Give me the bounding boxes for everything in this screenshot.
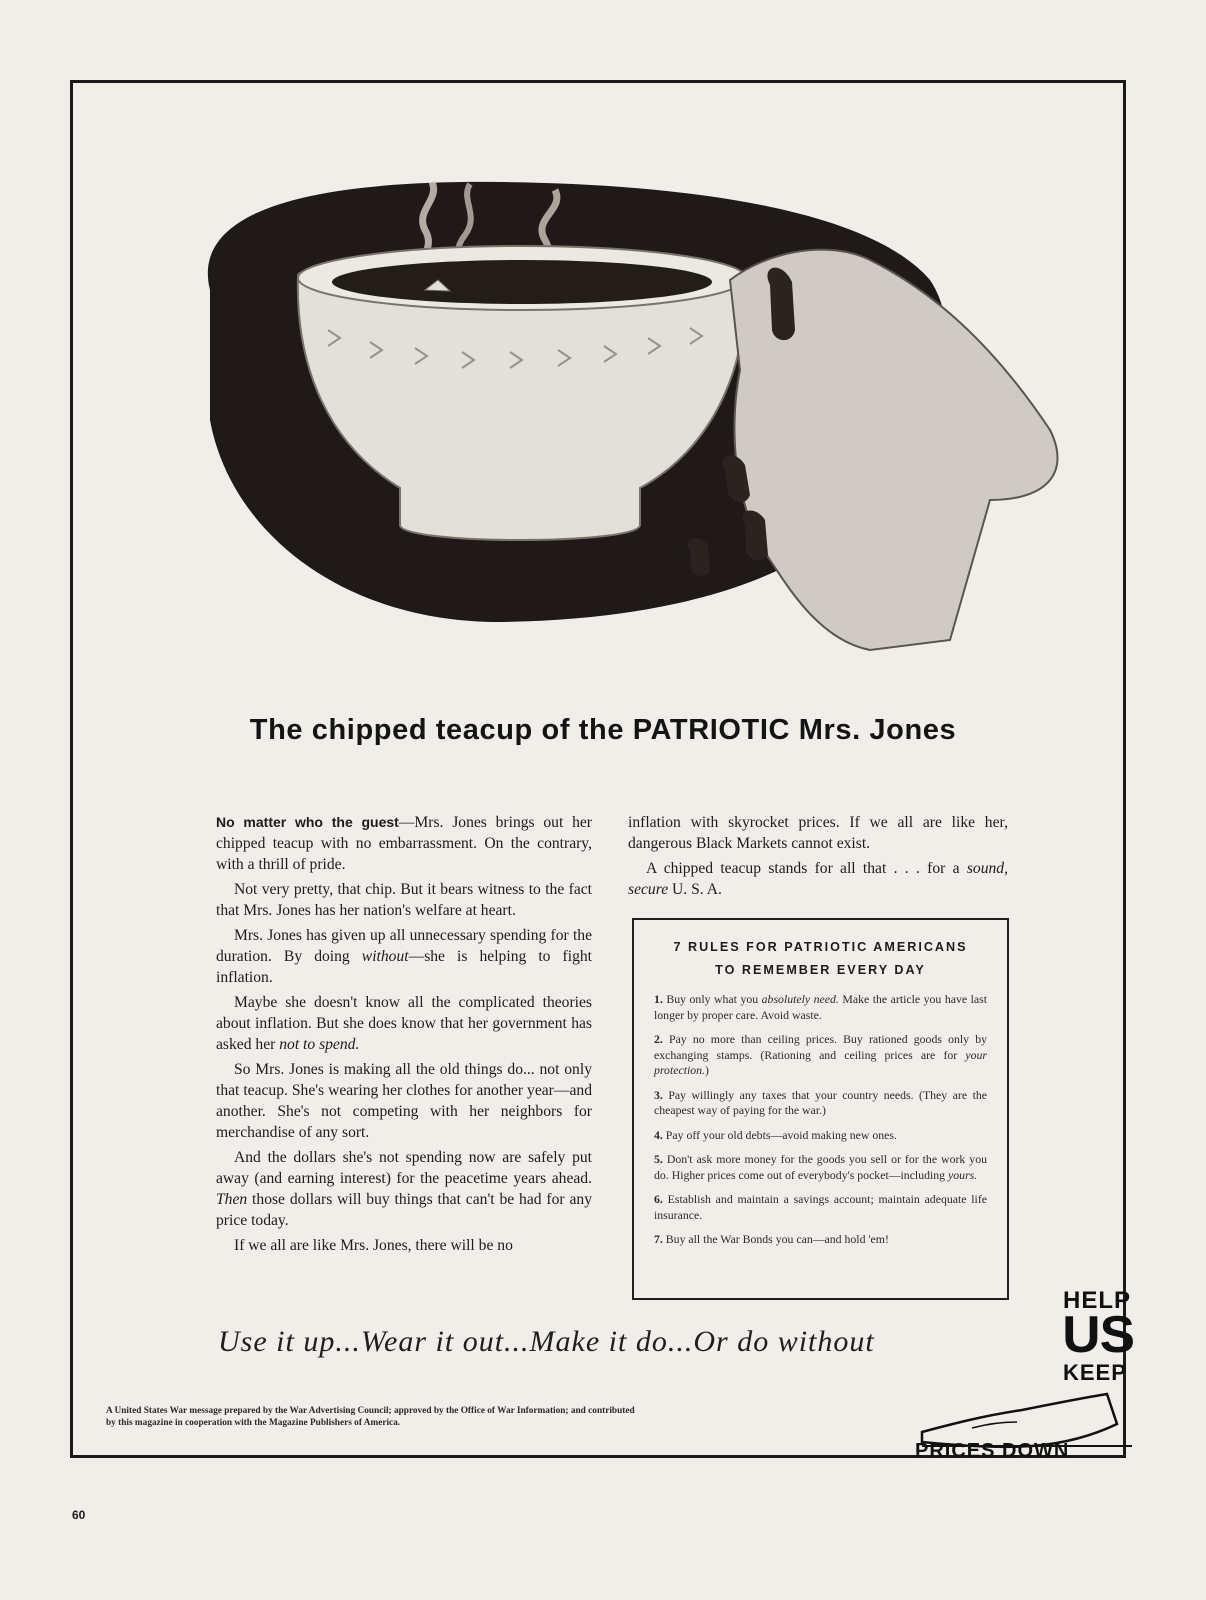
rules-title: 7 RULES FOR PATRIOTIC AMERICANS TO REMEMBER EVERY DAY — [673, 940, 968, 977]
rule-item: 2. Pay no more than ceiling prices. Buy rationed goods only by exchanging stamps. (Rationing and ceiling prices are for your protection.) — [654, 1032, 987, 1077]
lead-in: No matter who the guest — [216, 814, 399, 830]
body-paragraph: inflation with skyrocket prices. If we all are like her, dangerous Black Markets cannot exist. — [628, 814, 1008, 852]
body-paragraph: Maybe she doesn't know all the complicated theories about inflation. But she does know that her government has asked her not to spend. — [216, 994, 592, 1053]
rule-item: 5. Don't ask more money for the goods you sell or for the work you do. Higher prices come out of everybody's pocket—including yours. — [654, 1152, 987, 1182]
body-paragraph: If we all are like Mrs. Jones, there will be no — [234, 1237, 513, 1254]
rule-item: 1. Buy only what you absolutely need. Make the article you have last longer by proper care. Avoid waste. — [654, 992, 987, 1022]
rules-box — [632, 918, 1009, 1300]
rule-item: 4. Pay off your old debts—avoid making new ones. — [654, 1127, 897, 1142]
slogan: Use it up...Wear it out...Make it do...Or do without — [218, 1325, 875, 1358]
body-paragraph: No matter who the guest—Mrs. Jones brings out her chipped teacup with no embarrassment. On the contrary, with a thrill of pride. — [216, 814, 592, 873]
page-number: 60 — [72, 1508, 86, 1522]
rule-item: 3. Pay willingly any taxes that your country needs. (They are the cheapest way of paying for the war.) — [654, 1087, 987, 1117]
badge-us: US — [1062, 1306, 1134, 1364]
badge-keep: KEEP — [1063, 1360, 1127, 1385]
headline: The chipped teacup of the PATRIOTIC Mrs. Jones — [249, 714, 957, 746]
body-paragraph: And the dollars she's not spending now are safely put away (and earning interest) for the peacetime years ahead. Then those dollars will buy things that can't be had for any price today. — [216, 1149, 592, 1229]
badge-prices-down: PRICES DOWN — [915, 1440, 1070, 1462]
left-column — [216, 812, 592, 1260]
badge-help: HELP — [1063, 1287, 1132, 1314]
body-paragraph: So Mrs. Jones is making all the old things do... not only that teacup. She's wearing her clothes for another year—and another. She's not competing with her neighbors for merchandise of any sort. — [216, 1061, 592, 1141]
body-paragraph: Mrs. Jones has given up all unnecessary spending for the duration. By doing without—she is helping to fight inflation. — [216, 927, 593, 986]
tea-surface — [332, 260, 712, 304]
right-column — [628, 812, 1008, 904]
body-paragraph: Not very pretty, that chip. But it bears witness to the fact that Mrs. Jones has her nation's welfare at heart. — [216, 881, 592, 919]
credit-line: A United States War message prepared by the War Advertising Council; approved by the Office of War Information; and contributed by this magazine in cooperation with the Magazine Publishers of America. — [106, 1406, 635, 1428]
rule-item: 7. Buy all the War Bonds you can—and hold 'em! — [654, 1232, 889, 1246]
teacup-illustration — [170, 170, 1080, 680]
body-paragraph: A chipped teacup stands for all that . . . for a sound, secure U. S. A. — [628, 860, 1008, 898]
rule-item: 6. Establish and maintain a savings account; maintain adequate life insurance. — [654, 1192, 987, 1222]
